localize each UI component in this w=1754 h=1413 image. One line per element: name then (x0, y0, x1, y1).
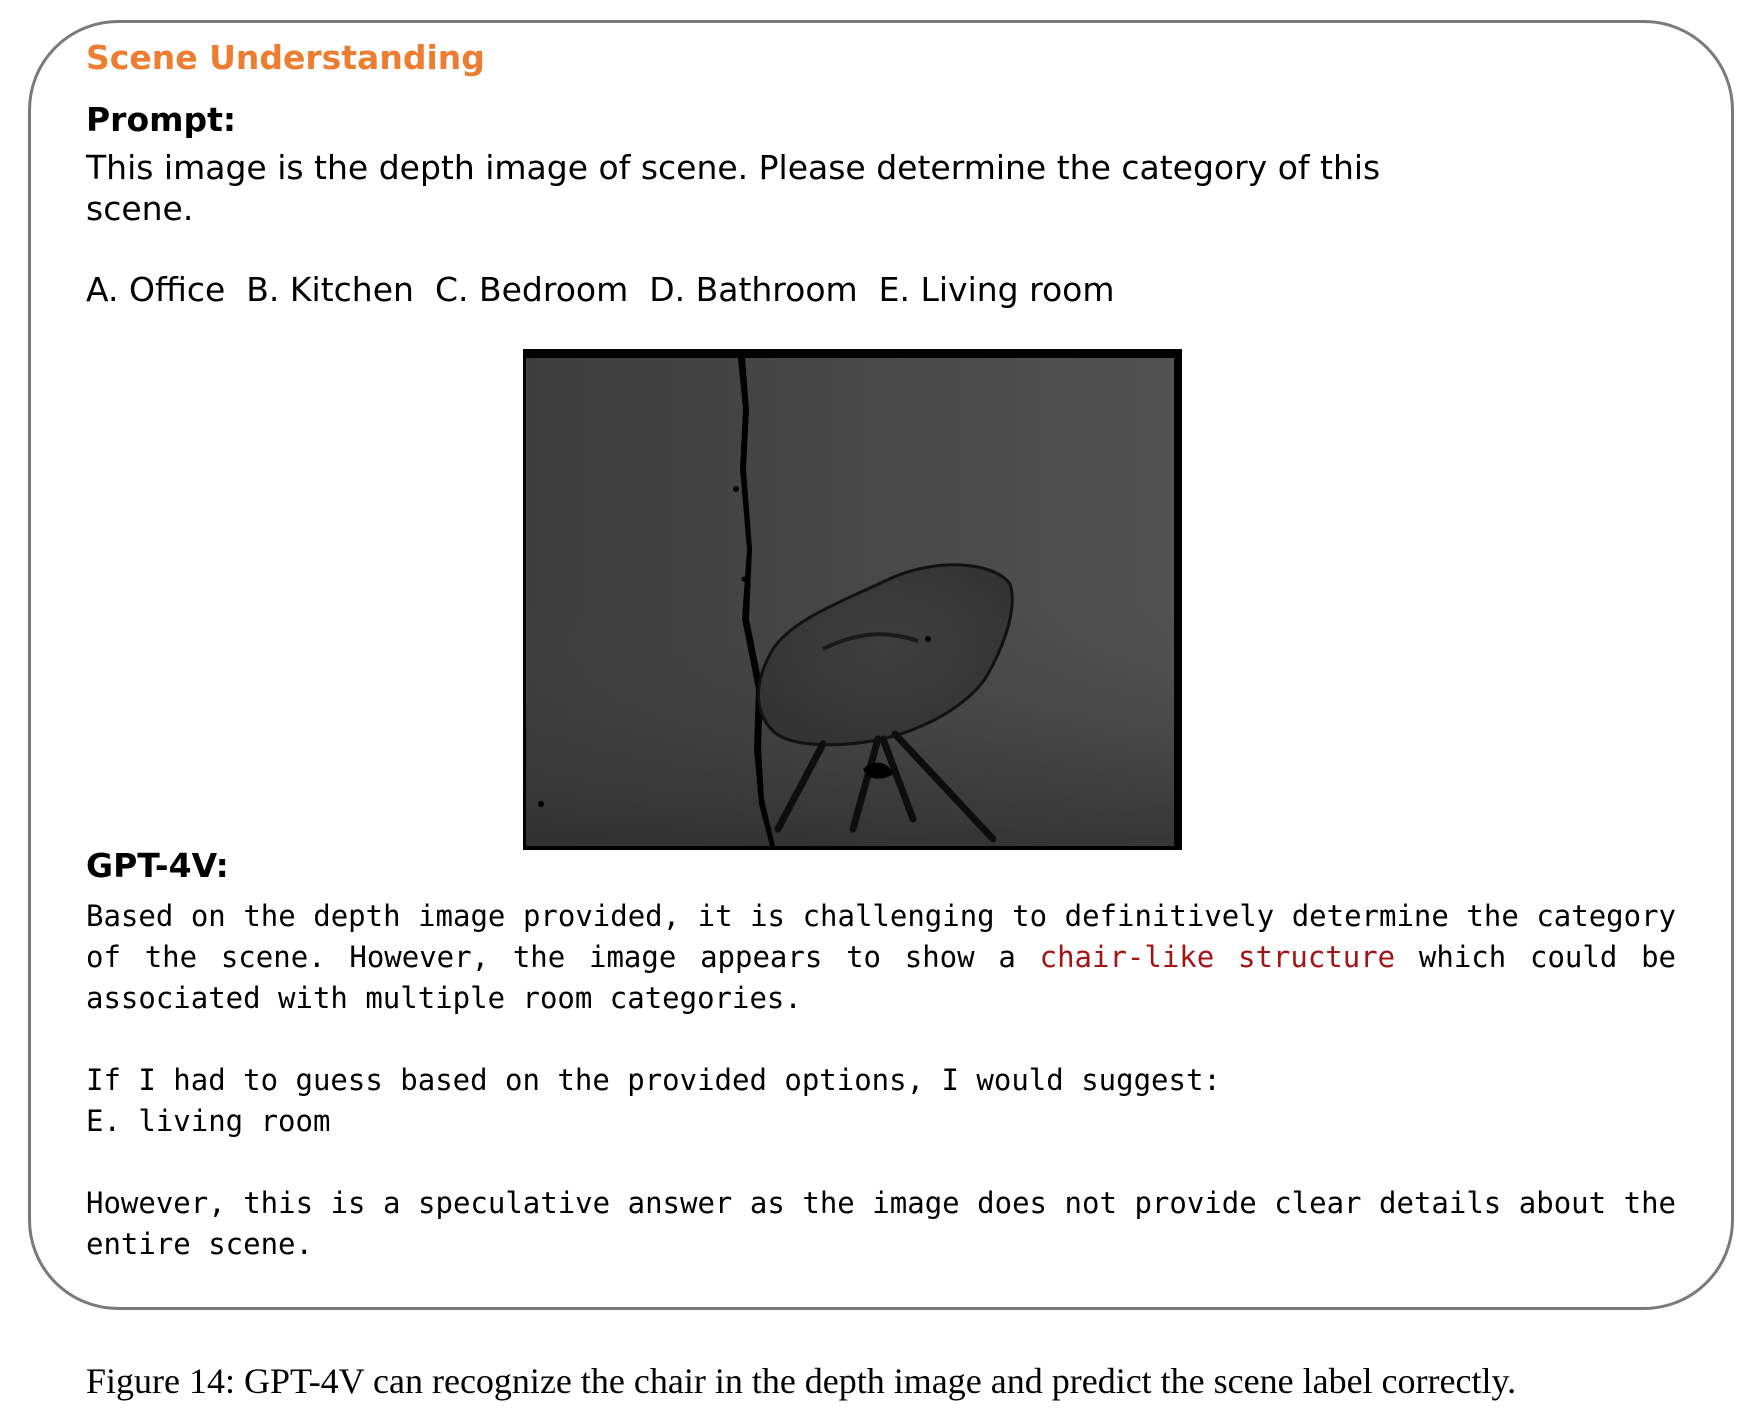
response-paragraph-2: If I had to guess based on the provided options, I would suggest: E. living room (86, 1063, 1221, 1138)
final-answer: E. living room (86, 1104, 331, 1138)
option-b: B. Kitchen (246, 270, 414, 309)
option-a: A. Office (86, 270, 226, 309)
response-body (86, 896, 1676, 1265)
option-d: D. Bathroom (649, 270, 858, 309)
prompt-heading: Prompt: (86, 100, 237, 139)
response-paragraph-3: However, this is a speculative answer as the image does not provide clear details about the entire scene. (86, 1186, 1676, 1261)
option-e: E. Living room (878, 270, 1115, 309)
option-c: C. Bedroom (434, 270, 629, 309)
response-heading: GPT-4V: (86, 846, 229, 885)
prompt-text: This image is the depth image of scene. Please determine the category of this scene. (86, 148, 1381, 228)
answer-options (86, 270, 1114, 309)
response-paragraph-1: Based on the depth image provided, it is challenging to definitively determine the category of the scene. However, the image appears to show a chair-like structure which could be associated with multiple room categories. (86, 899, 1676, 1015)
section-title: Scene Understanding (86, 38, 485, 77)
figure-caption: Figure 14: GPT-4V can recognize the chair in the depth image and predict the scene label correctly. (86, 1361, 1517, 1401)
highlighted-phrase: chair-like structure (1039, 940, 1396, 974)
depth-image (523, 349, 1182, 850)
